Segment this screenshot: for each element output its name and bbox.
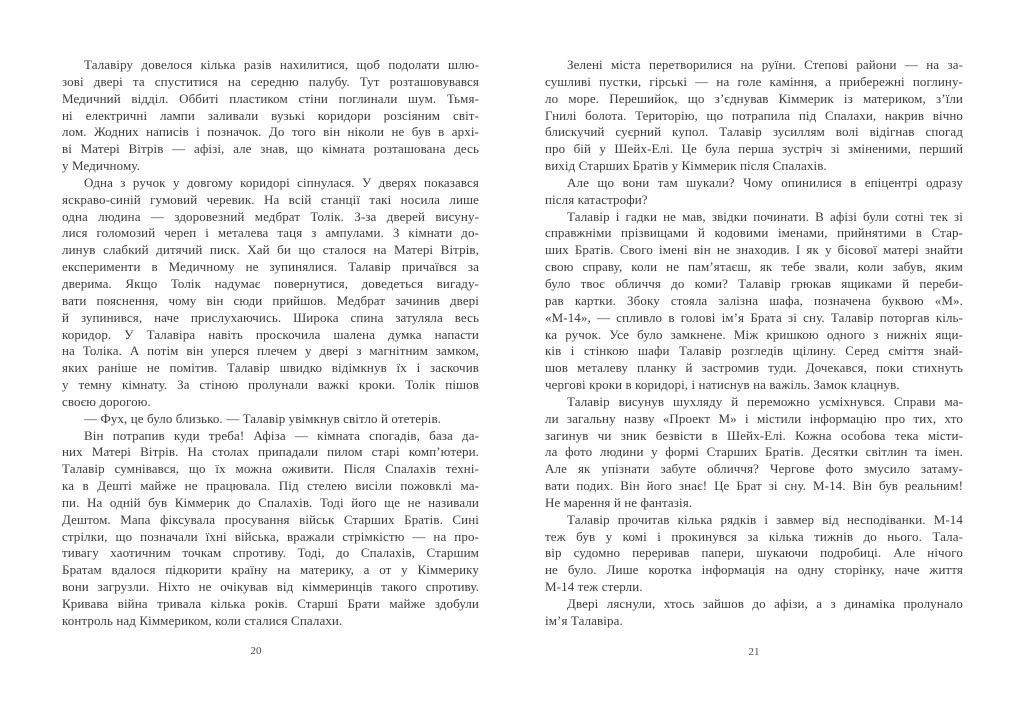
text-line: ла фото людини у формі Старших Братів. Десятки світлин та імен. [545, 444, 963, 460]
text-line: Гнилі болота. Територію, що потрапила під Спалахи, накрив вічно [545, 107, 963, 123]
paragraph [62, 411, 479, 428]
page-right [545, 57, 963, 630]
text-line: вони загрузли. Ніхто не очікував від кіммеринців такого спротиву. [62, 579, 479, 595]
text-line: Талавір і гадки не мав, звідки починати. В афізі були сотні тек зі [567, 208, 963, 224]
text-line: чергові кроки в коридорі, і натиснув на важіль. Замок клацнув. [545, 377, 900, 393]
text-line: ка ручок. Усе було замкнене. Між кришкою одного з нижніх ящи- [545, 326, 963, 342]
text-line: ні електричні лампи заливали вузькі коридори розсіяним світ- [62, 107, 479, 123]
paragraph [62, 175, 479, 411]
text-line: лися голомозий череп і металева таця з ампулами. З кімнати до- [62, 225, 479, 241]
text-line: ім’я Талавіра. [545, 612, 623, 628]
text-line: вір судомно переривав папери, шукаючи подробиці. Але нічого [545, 545, 963, 561]
text-line: теж був у комі і прокинувся за кілька тижнів до нього. Тала- [545, 528, 963, 544]
text-line: Талавір сумнівався, що їх можна оживити. Після Спалахів техні- [62, 461, 479, 477]
text-line: них Матері Вітрів. На столах припадали пилом старі комп’ютери. [62, 444, 479, 460]
text-line: линув слабкий дитячий писк. Хай би що сталося на Матері Вітрів, [62, 242, 479, 258]
paragraph [62, 428, 479, 630]
paragraph [545, 394, 963, 512]
text-line: у темну кімнату. За стіною пролунали важкі кроки. Толік пішов [62, 377, 479, 393]
paragraph [545, 57, 963, 175]
paragraph [545, 209, 963, 394]
text-line: лом. Жодних написів і позначок. До того він ніколи не був в архі- [62, 124, 479, 140]
text-line: ків і стінкою шафи Талавір розгледів щілину. Серед сміття знай- [545, 343, 963, 359]
text-line: й зупинився, наче прислухаючись. Широка спина затуляла весь [62, 309, 479, 325]
text-line: свою справу, коли не пам’ятаєш, як тебе звали, коли забув, яким [545, 259, 963, 275]
text-line: рав картки. Збоку стояла залізна шафа, позначена буквою «М». [545, 292, 963, 308]
page-left [62, 57, 479, 630]
paragraph [545, 175, 963, 209]
text-line: загинув чи зник безвісти в Шейх-Елі. Кожна особова тека місти- [545, 427, 963, 443]
text-line: Кривава війна тривала кілька років. Старші Брати майже здобули [62, 596, 479, 611]
text-line: «М-14», — спливло в голові ім’я Брата зі сну. Талавір поторгав кіль- [545, 309, 963, 325]
paragraph [545, 596, 963, 630]
text-line: шов металеву планку й застромив туди. Дочекався, поки стихнуть [545, 360, 963, 376]
text-line: Талавір висунув шухляду й переможно усміхнувся. Справи ма- [567, 393, 963, 409]
text-line: справжніми прізвищами й кодовими іменами, прийнятими в Стар- [545, 225, 963, 241]
text-line: одна людина — здоровезний медбрат Толік. З-за дверей висуну- [62, 208, 479, 224]
text-line: дверима. Якщо Толік надумає повернутися, доведеться вигаду- [62, 275, 479, 291]
text-line: Але що вони там шукали? Чому опинилися в епіцентрі одразу [567, 174, 963, 190]
text-line: Медичний відділ. Оббиті пластиком стіни поглинали шум. Тьмя- [62, 90, 479, 106]
text-line: не було. Лише коротка інформація на одну сторінку, наче життя [545, 562, 963, 578]
text-line: вати подих. Він його знає! Це Брат зі сну. М-14. Він був реальним! [545, 478, 963, 494]
text-line: Талавіру довелося кілька разів нахилитися, щоб подолати шлю- [84, 57, 479, 72]
text-line: стрілки, що позначали їхні війська, вражали стрімкістю — на про- [62, 528, 479, 544]
page-number-right: 21 [748, 646, 760, 658]
text-line: — Фух, це було близько. — Талавір увімкнув світло й отетерів. [84, 410, 442, 426]
text-line: яких раніше не помітив. Талавір швидко відімкнув їх і заскочив [62, 360, 479, 376]
paragraph [62, 57, 479, 175]
text-line: ли загальну назву «Проект М» і містили інформацію про тих, хто [545, 410, 963, 426]
text-line: у Медичному. [62, 158, 140, 174]
text-line: ших Братів. Свого імені він не знаходив. І як у бісової матері знайти [545, 242, 963, 258]
text-line: Він потрапив куди треба! Афіза — кімната спогадів, база да- [84, 427, 479, 443]
text-line: ві Матері Вітрів — афізі, але знав, що кімната розташована десь [62, 141, 479, 157]
text-line: Не марення й не фантазія. [545, 494, 693, 510]
text-line: М-14 теж стерли. [545, 579, 643, 595]
text-line: після катастрофи? [545, 191, 648, 207]
text-line: контроль над Кіммериком, коли сталися Спалахи. [62, 612, 343, 628]
text-line: про бій у Шейх-Елі. Це була перша зустріч зі зміненими, перший [545, 141, 963, 157]
text-line: Одна з ручок у довгому коридорі сіпнулася. У дверях показався [84, 174, 479, 190]
text-line: пи. На одній був Кіммерик до Спалахів. Тоді його ще не називали [62, 494, 479, 510]
text-line: ло море. Перешийок, що з’єднував Кіммерик із материком, з’їли [545, 90, 963, 106]
text-line: вихід Старших Братів у Кіммерик після Спалахів. [545, 158, 827, 174]
text-line: сушливі пустки, гірські — на голе каміння, а прибережні поглину- [545, 73, 963, 89]
page-number-left: 20 [250, 645, 262, 657]
text-line: було твоє обличчя до коми? Талавір грюкав ящиками й переби- [545, 275, 963, 291]
text-line: коридор. У Талавіра навіть проскочила шалена думка напасти [62, 326, 479, 342]
text-line: яскраво-синій гумовий черевик. На всій станції такі носила лише [62, 191, 479, 207]
text-line: ка в Дешті майже не працювала. Під стелею висіли пожовклі ма- [62, 478, 479, 494]
text-line: своєю дорогою. [62, 393, 151, 409]
text-line: Але як упізнати забуте обличчя? Чергове фото змусило затаму- [545, 461, 963, 477]
text-line: Братам вдалося підкорити країну на материку, а от у Кіммерику [62, 562, 479, 578]
text-line: вати пояснення, чому він сюди прийшов. Медбрат зачинив двері [62, 292, 479, 308]
text-line: Двері ляснули, хтось зайшов до афізи, а з динаміка пролунало [567, 596, 963, 611]
text-line: експерименти в Медичному не зупинялися. Талавір причаївся за [62, 259, 479, 275]
text-line: тивагу хаотичним точкам спротиву. Тоді, до Спалахів, Старшим [62, 545, 479, 561]
text-line: Зелені міста перетворилися на руїни. Степові райони — на за- [567, 57, 963, 72]
text-line: Дештом. Мапа фіксувала просування військ Старших Братів. Сині [62, 511, 479, 527]
text-line: Талавір прочитав кілька рядків і завмер від несподіванки. М-14 [567, 511, 963, 527]
text-line: блискучий суєрний купол. Талавір зусиллям волі відігнав спогад [545, 124, 963, 140]
paragraph [545, 512, 963, 596]
text-line: на Толіка. А потім він уперся плечем у двері з магнітним замком, [62, 343, 479, 359]
text-line: зові двері та спуститися на середню палубу. Тут розташовувався [62, 73, 479, 89]
